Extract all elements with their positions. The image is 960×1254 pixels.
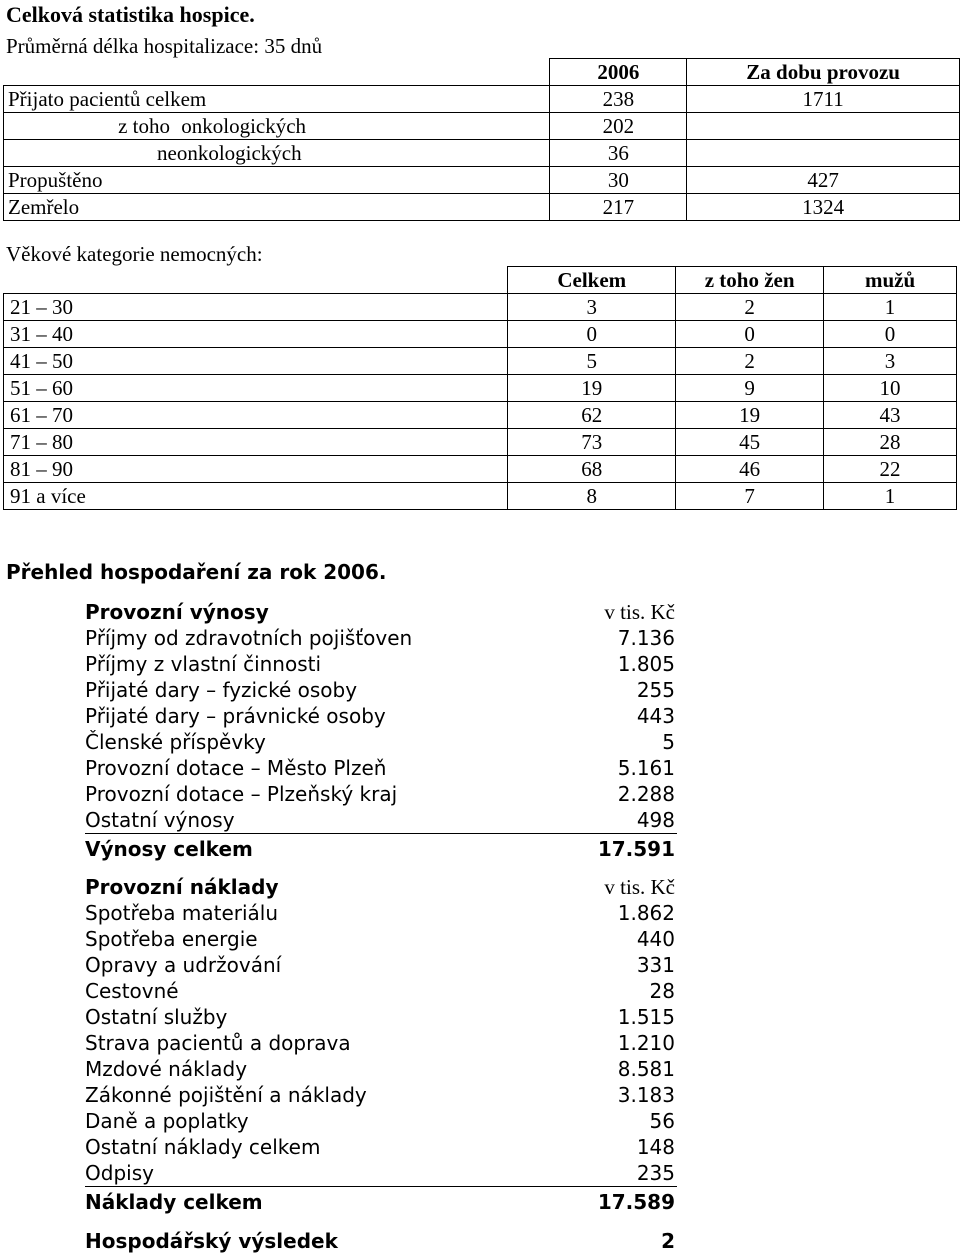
table-row: [4, 321, 957, 348]
row-sublabel: neonkologických: [4, 140, 550, 167]
list-item: [85, 1030, 677, 1056]
item-label: Ostatní služby: [85, 1005, 228, 1029]
costs-unit: v tis. Kč: [604, 875, 675, 899]
value-total: 68: [508, 456, 676, 483]
value-total: [687, 140, 960, 167]
costs-heading: Provozní náklady: [85, 875, 279, 899]
item-value: 56: [649, 1109, 675, 1133]
table-header-row: [4, 267, 957, 294]
item-value: 331: [636, 953, 675, 977]
finance-heading: Přehled hospodaření za rok 2006.: [6, 560, 387, 584]
list-item: [85, 1056, 677, 1082]
table-row: [4, 483, 957, 510]
item-label: Spotřeba energie: [85, 927, 258, 951]
item-value: 28: [649, 979, 675, 1003]
item-label: Členské příspěvky: [85, 730, 266, 754]
column-header-total: Celkem: [508, 267, 676, 294]
result-row: [85, 1228, 677, 1254]
table-row: [4, 375, 957, 402]
value-total: 19: [508, 375, 676, 402]
value-women: 45: [676, 429, 824, 456]
item-value: 1.805: [617, 652, 675, 676]
list-item: [85, 625, 677, 651]
item-label: Ostatní výnosy: [85, 808, 235, 832]
item-value: 443: [636, 704, 675, 728]
value-total: 8: [508, 483, 676, 510]
item-value: 1.515: [617, 1005, 675, 1029]
item-label: Ostatní náklady celkem: [85, 1135, 321, 1159]
value-men: 3: [824, 348, 957, 375]
item-label: Cestovné: [85, 979, 179, 1003]
costs-total-row: [85, 1186, 677, 1215]
item-label: Spotřeba materiálu: [85, 901, 279, 925]
row-label: Propuštěno: [4, 167, 550, 194]
column-header-total: Za dobu provozu: [687, 59, 960, 86]
item-label: Strava pacientů a doprava: [85, 1031, 351, 1055]
value-women: 9: [676, 375, 824, 402]
item-value: 1.210: [617, 1031, 675, 1055]
age-rows: [4, 294, 957, 510]
revenue-total-row: [85, 833, 677, 862]
item-label: Mzdové náklady: [85, 1057, 248, 1081]
value-men: 1: [824, 483, 957, 510]
value-total: 1324: [687, 194, 960, 221]
costs-total-value: 17.589: [597, 1190, 675, 1214]
value-total: [687, 113, 960, 140]
row-label: [4, 113, 550, 140]
item-value: 255: [636, 678, 675, 702]
value-2006: 36: [550, 140, 687, 167]
row-label: Přijato pacientů celkem: [4, 86, 550, 113]
value-women: 7: [676, 483, 824, 510]
item-value: 498: [636, 808, 675, 832]
item-value: 7.136: [617, 626, 675, 650]
value-men: 28: [824, 429, 957, 456]
result-section: [85, 1228, 677, 1254]
item-value: 1.862: [617, 901, 675, 925]
average-stay: Průměrná délka hospitalizace: 35 dnů: [6, 34, 323, 58]
list-item: [85, 1134, 677, 1160]
row-label: Zemřelo: [4, 194, 550, 221]
empty-cell: [4, 59, 550, 86]
age-heading: Věkové kategorie nemocných:: [6, 242, 263, 266]
item-label: Daně a poplatky: [85, 1109, 249, 1133]
value-total: 0: [508, 321, 676, 348]
item-label: Přijaté dary – fyzické osoby: [85, 678, 358, 702]
value-men: 0: [824, 321, 957, 348]
item-label: Přijaté dary – právnické osoby: [85, 704, 386, 728]
value-men: 22: [824, 456, 957, 483]
list-item: [85, 1004, 677, 1030]
value-2006: 217: [550, 194, 687, 221]
value-women: 46: [676, 456, 824, 483]
empty-cell: [4, 267, 508, 294]
list-item: [85, 807, 677, 833]
value-men: 10: [824, 375, 957, 402]
table-row: [4, 194, 960, 221]
item-label: Příjmy od zdravotních pojišťoven: [85, 626, 413, 650]
age-table: [3, 266, 957, 510]
value-women: 2: [676, 294, 824, 321]
costs-section: [85, 874, 677, 1215]
revenue-total-value: 17.591: [597, 837, 675, 861]
table-row: [4, 429, 957, 456]
revenue-unit: v tis. Kč: [604, 600, 675, 624]
table-row: [4, 456, 957, 483]
list-item: [85, 651, 677, 677]
table-row: [4, 348, 957, 375]
item-value: 3.183: [617, 1083, 675, 1107]
page-title: Celková statistika hospice.: [6, 2, 255, 27]
list-item: [85, 978, 677, 1004]
value-total: 5: [508, 348, 676, 375]
list-item: [85, 755, 677, 781]
row-prefix: z toho: [118, 114, 170, 138]
revenue-heading: Provozní výnosy: [85, 600, 269, 624]
admissions-table: [3, 58, 960, 221]
list-item: [85, 926, 677, 952]
value-total: 3: [508, 294, 676, 321]
list-item: [85, 1082, 677, 1108]
value-2006: 238: [550, 86, 687, 113]
value-men: 1: [824, 294, 957, 321]
value-total: 1711: [687, 86, 960, 113]
item-label: Odpisy: [85, 1161, 154, 1185]
list-item: [85, 952, 677, 978]
item-value: 5: [662, 730, 675, 754]
value-2006: 30: [550, 167, 687, 194]
item-value: 8.581: [617, 1057, 675, 1081]
revenue-total-label: Výnosy celkem: [85, 837, 253, 861]
item-value: 148: [636, 1135, 675, 1159]
item-label: Provozní dotace – Město Plzeň: [85, 756, 387, 780]
value-men: 43: [824, 402, 957, 429]
item-label: Zákonné pojištění a náklady: [85, 1083, 367, 1107]
costs-header-row: [85, 874, 677, 900]
age-range: 31 – 40: [4, 321, 508, 348]
table-row: [4, 167, 960, 194]
item-label: Provozní dotace – Plzeňský kraj: [85, 782, 398, 806]
age-range: 21 – 30: [4, 294, 508, 321]
table-header-row: [4, 59, 960, 86]
list-item: [85, 1160, 677, 1186]
value-total: 427: [687, 167, 960, 194]
value-2006: 202: [550, 113, 687, 140]
age-range: 91 a více: [4, 483, 508, 510]
value-total: 73: [508, 429, 676, 456]
value-total: 62: [508, 402, 676, 429]
list-item: [85, 1108, 677, 1134]
age-range: 41 – 50: [4, 348, 508, 375]
column-header-2006: 2006: [550, 59, 687, 86]
item-value: 235: [636, 1161, 675, 1185]
revenue-items: [85, 625, 677, 833]
list-item: [85, 729, 677, 755]
item-value: 2.288: [617, 782, 675, 806]
costs-total-label: Náklady celkem: [85, 1190, 263, 1214]
age-range: 81 – 90: [4, 456, 508, 483]
list-item: [85, 781, 677, 807]
column-header-men: mužů: [824, 267, 957, 294]
result-label: Hospodářský výsledek: [85, 1229, 338, 1253]
table-row: [4, 86, 960, 113]
list-item: [85, 677, 677, 703]
table-row: [4, 140, 960, 167]
result-value: 2: [661, 1229, 675, 1253]
column-header-women: z toho žen: [676, 267, 824, 294]
table-row: [4, 113, 960, 140]
item-label: Příjmy z vlastní činnosti: [85, 652, 322, 676]
age-range: 51 – 60: [4, 375, 508, 402]
value-women: 19: [676, 402, 824, 429]
list-item: [85, 900, 677, 926]
revenue-header-row: [85, 599, 677, 625]
list-item: [85, 703, 677, 729]
item-label: Opravy a udržování: [85, 953, 282, 977]
value-women: 0: [676, 321, 824, 348]
age-range: 61 – 70: [4, 402, 508, 429]
table-row: [4, 294, 957, 321]
costs-items: [85, 900, 677, 1186]
revenue-section: [85, 599, 677, 862]
row-sublabel: onkologických: [181, 114, 307, 138]
item-value: 440: [636, 927, 675, 951]
value-women: 2: [676, 348, 824, 375]
table-row: [4, 402, 957, 429]
item-value: 5.161: [617, 756, 675, 780]
age-range: 71 – 80: [4, 429, 508, 456]
